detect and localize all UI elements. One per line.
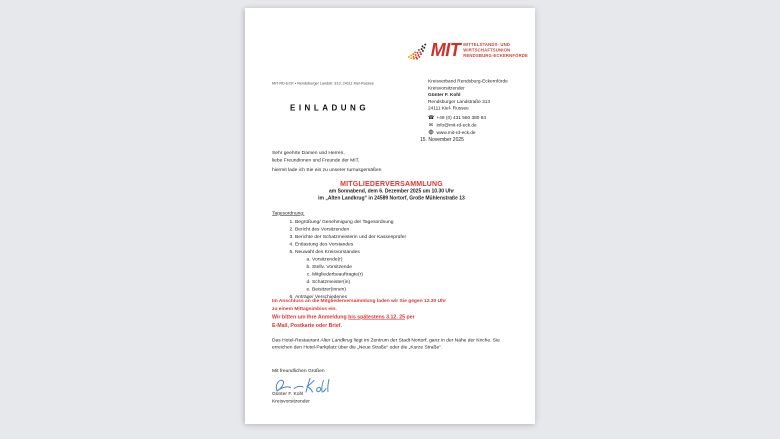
contact-phone-row (428, 114, 486, 122)
notice-line: Im Anschluss an die Mitgliederversammlung laden wir Sie gegen 12.30 Uhr (272, 298, 447, 304)
sender-address-block (428, 78, 508, 112)
notice-text: per (405, 314, 415, 320)
hotel-text: Das Hotel-Restaurant (272, 337, 321, 343)
agenda-subitem: c. Mitgliederbeauftragte(r) (312, 271, 511, 279)
address-name: Günter F. Kohl (428, 92, 461, 98)
signer-block (272, 390, 511, 405)
signer-role: Kreisvorsitzender (272, 398, 310, 404)
greeting-line: Sehr geehrte Damen und Herren, (272, 150, 345, 156)
agenda-heading: Tagesordnung: (272, 210, 305, 216)
org-line: WIRTSCHAFTSUNION (463, 47, 511, 53)
mit-org-name (463, 42, 528, 58)
org-line: MITTELSTANDS- UND (463, 42, 511, 47)
agenda-item: 2. Bericht des Vorsitzenden (295, 226, 511, 234)
contact-email-row (428, 122, 486, 130)
address-line: Kreisverband Rendsburg-Eckernförde (428, 78, 508, 84)
intro-line: hiermit lade ich Sie ein zu unserer turnusgemäßen (272, 167, 382, 173)
greeting-line: liebe Freundinnen und Freunde der MIT, (272, 157, 360, 163)
contact-block (428, 114, 486, 137)
phone-number: +49 (0) 431 560 380 84 (436, 115, 487, 121)
sender-return-address: MIT RD-ECK • Rendsburger Landstr. 313, 24111 Kiel-Russee (272, 81, 374, 86)
agenda-item: 1. Begrüßung/ Genehmigung der Tagesordnung (295, 218, 511, 226)
letter-content (245, 8, 535, 424)
hotel-text: liegt im Zentrum der Stadt Nortorf, ganz in der Nähe der Kirche. Sie erreichen den Hotel-Parkplatz über die „Neue Straße“ oder die „Kurze Straße“. (272, 337, 500, 350)
mit-logo-fan-icon (408, 40, 428, 60)
agenda-subitem: d. Schatzmeister(in) (312, 278, 511, 286)
signer-name: Günter F. Kohl (272, 391, 304, 397)
hotel-directions (272, 337, 511, 351)
hotel-name: Alter Landkrug (320, 337, 353, 343)
agenda-subitem: e. Beisitzer(innen) (312, 286, 511, 294)
address-line: Kreisvorsitzender (428, 85, 465, 91)
address-street: Rendsburger Landstraße 313 (428, 98, 491, 105)
agenda-item: 6. Anträge/ Verschiedenes (295, 293, 511, 301)
agenda-item: 3. Berichte der Schatzmeisterin und der Kassenprüfer (295, 233, 511, 241)
website-url: www.mit-rd-eck.de (436, 130, 476, 136)
agenda-item: 4. Entlastung des Vorstandes (295, 241, 511, 249)
agenda-section (272, 210, 511, 301)
agenda-item-label: Neuwahl des Kreisvorstandes (295, 249, 360, 255)
notice-line: E-Mail, Postkarte oder Brief. (272, 322, 343, 329)
registration-notice (272, 297, 511, 330)
document-title: EINLADUNG (290, 104, 370, 113)
email-icon: ✉ (428, 122, 434, 128)
address-city: 24111 Kiel- Russee (428, 105, 469, 111)
agenda-subitem: a. Vorsitzende(r) (312, 256, 511, 264)
event-announcement (272, 179, 511, 202)
event-datetime: am Sonnabend, dem 6. Dezember 2025 um 10.30 Uhr (328, 188, 455, 194)
email-address: info@mit-rd-eck.de (436, 122, 477, 128)
notice-line: zu einem Mittagsimbiss ein. (272, 306, 337, 312)
mit-brand-wordmark: MIT (430, 39, 461, 60)
letter-page (245, 8, 535, 424)
mit-logo (408, 40, 528, 60)
notice-deadline: bis spätestens 3.12. 25 (348, 314, 406, 320)
org-line: RENDSBURG-ECKERNFÖRDE (463, 53, 528, 58)
phone-icon: ☎ (428, 114, 435, 121)
notice-text: Wir bitten um Ihre Anmeldung (272, 314, 349, 320)
event-location: im „Alten Landkrug“ in 24589 Nortorf, Große Mühlenstraße 13 (318, 195, 465, 201)
agenda-subitem: b. Stellv. Vorsitzende (312, 263, 511, 271)
closing-salutation: Mit freundlichen Grüßen (272, 368, 325, 374)
greeting (272, 149, 511, 164)
letter-date: 15. November 2025 (420, 137, 464, 143)
globe-icon (428, 130, 434, 137)
agenda-item (295, 248, 511, 293)
event-title: MITGLIEDERVERSAMMLUNG (340, 179, 443, 188)
contact-web-row (428, 129, 486, 137)
notice-deadline-line (272, 313, 511, 322)
